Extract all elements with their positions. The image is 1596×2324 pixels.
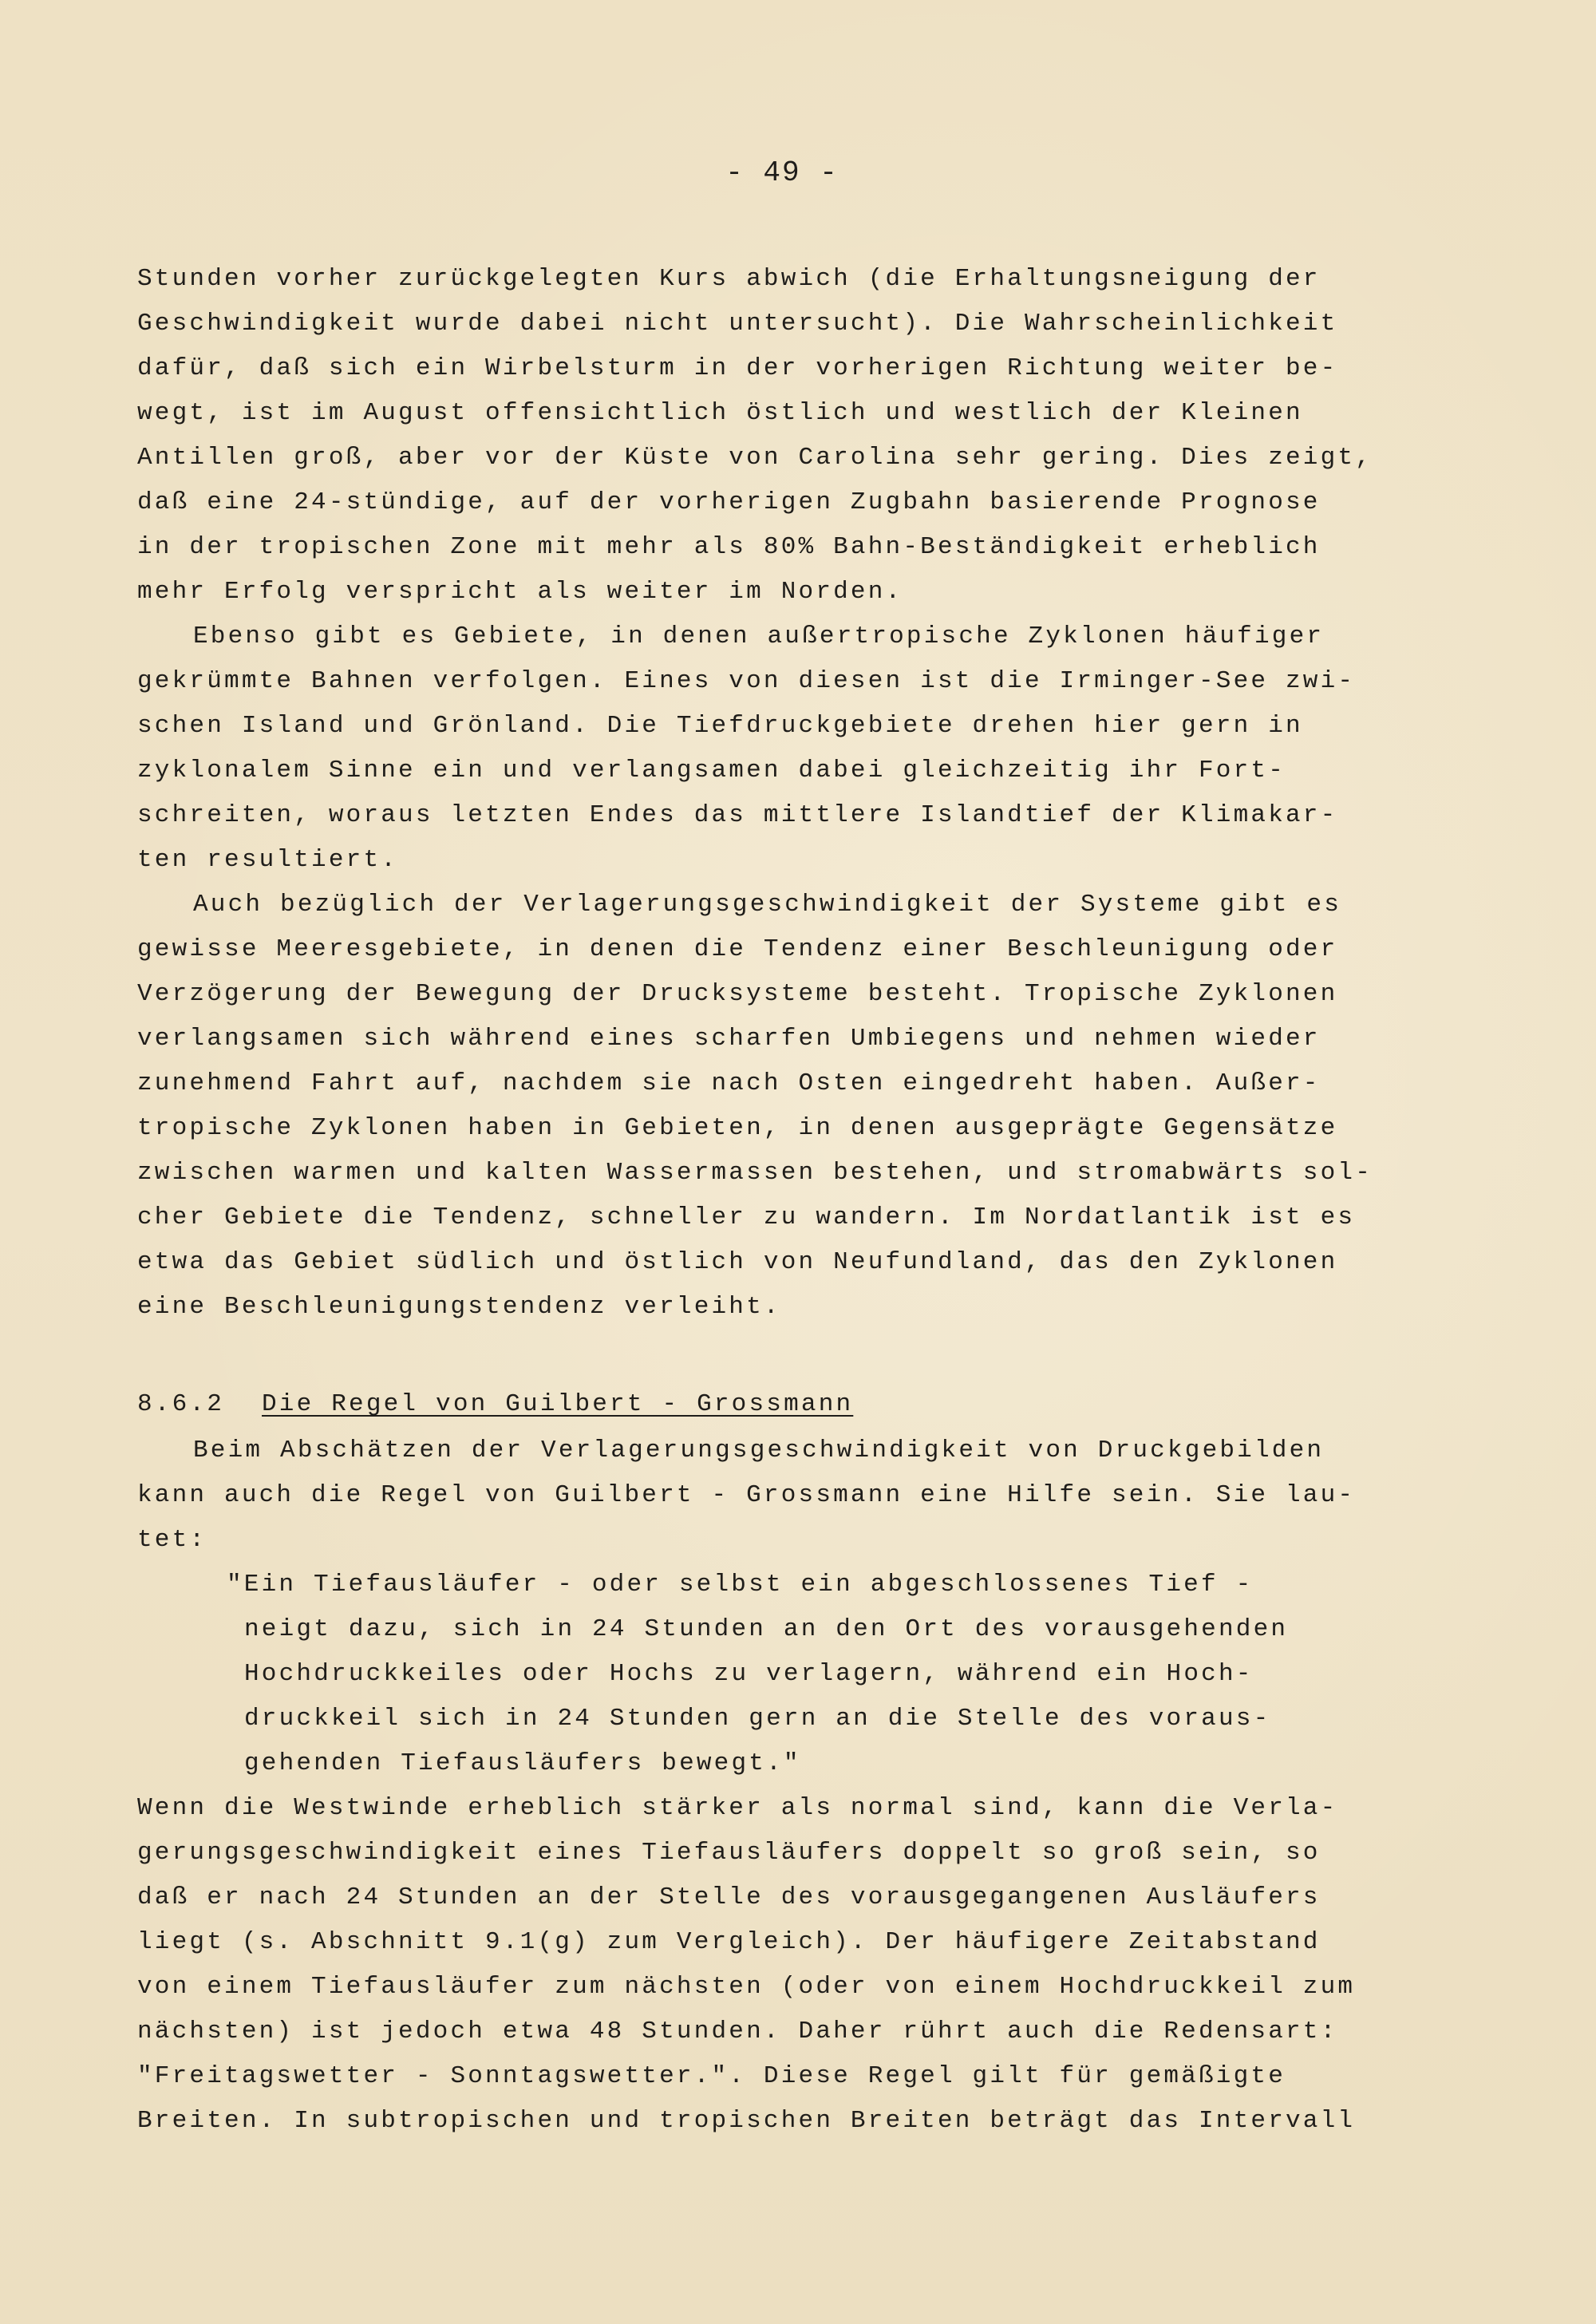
text-line: etwa das Gebiet südlich und östlich von Neufundland, das den Zyklonen (137, 1248, 1338, 1276)
text-line: von einem Tiefausläufer zum nächsten (oder von einem Hochdruckkeil zum (137, 1973, 1356, 2001)
text-line: verlangsamen sich während eines scharfen Umbiegens und nehmen wieder (137, 1025, 1321, 1053)
section-number: 8.6.2 (137, 1390, 225, 1418)
text-line: mehr Erfolg verspricht als weiter im Norden. (137, 578, 903, 606)
text-line: Antillen groß, aber vor der Küste von Carolina sehr gering. Dies zeigt, (137, 444, 1373, 472)
text-line: liegt (s. Abschnitt 9.1(g) zum Vergleich). Der häufigere Zeitabstand (137, 1928, 1321, 1956)
quote-line: neigt dazu, sich in 24 Stunden an den Ort des vorausgehenden (244, 1615, 1289, 1643)
text-line: kann auch die Regel von Guilbert - Grossmann eine Hilfe sein. Sie lau- (137, 1481, 1356, 1509)
text-line: dafür, daß sich ein Wirbelsturm in der vorherigen Richtung weiter be- (137, 354, 1338, 382)
text-line: zyklonalem Sinne ein und verlangsamen dabei gleichzeitig ihr Fort- (137, 757, 1286, 785)
text-line: eine Beschleunigungstendenz verleiht. (137, 1293, 781, 1321)
text-line: Beim Abschätzen der Verlagerungsgeschwindigkeit von Druckgebilden (193, 1437, 1325, 1464)
text-line: gekrümmte Bahnen verfolgen. Eines von diesen ist die Irminger-See zwi- (137, 667, 1356, 695)
text-line: schreiten, woraus letzten Endes das mittlere Islandtief der Klimakar- (137, 801, 1338, 829)
text-line: cher Gebiete die Tendenz, schneller zu wandern. Im Nordatlantik ist es (137, 1204, 1356, 1231)
page-number: - 49 - (725, 156, 839, 189)
section-title: Die Regel von Guilbert - Grossmann (262, 1390, 854, 1418)
text-line: schen Island und Grönland. Die Tiefdruckgebiete drehen hier gern in (137, 712, 1303, 740)
text-line: gerungsgeschwindigkeit eines Tiefausläufers doppelt so groß sein, so (137, 1839, 1321, 1867)
text-line: gewisse Meeresgebiete, in denen die Tendenz einer Beschleunigung oder (137, 935, 1338, 963)
text-line: in der tropischen Zone mit mehr als 80% Bahn-Beständigkeit erheblich (137, 533, 1321, 561)
quote-line: Hochdruckkeiles oder Hochs zu verlagern, während ein Hoch- (244, 1660, 1254, 1688)
text-line: Geschwindigkeit wurde dabei nicht untersucht). Die Wahrscheinlichkeit (137, 310, 1338, 338)
text-line: ten resultiert. (137, 846, 399, 874)
text-line: zwischen warmen und kalten Wassermassen bestehen, und stromabwärts sol- (137, 1159, 1373, 1187)
quote-line: druckkeil sich in 24 Stunden gern an die Stelle des voraus- (244, 1705, 1271, 1733)
text-line: Auch bezüglich der Verlagerungsgeschwindigkeit der Systeme gibt es (193, 891, 1341, 919)
text-line: zunehmend Fahrt auf, nachdem sie nach Osten eingedreht haben. Außer- (137, 1069, 1321, 1097)
text-line: tet: (137, 1526, 207, 1554)
text-line: Breiten. In subtropischen und tropischen Breiten beträgt das Intervall (137, 2107, 1356, 2135)
text-line: "Freitagswetter - Sonntagswetter.". Diese Regel gilt für gemäßigte (137, 2062, 1286, 2090)
text-line: daß eine 24-stündige, auf der vorherigen Zugbahn basierende Prognose (137, 488, 1321, 516)
quote-line: "Ein Tiefausläufer - oder selbst ein abgeschlossenes Tief - (227, 1571, 1254, 1599)
text-line: daß er nach 24 Stunden an der Stelle des vorausgegangenen Ausläufers (137, 1883, 1321, 1911)
text-line: nächsten) ist jedoch etwa 48 Stunden. Daher rührt auch die Redensart: (137, 2018, 1338, 2045)
text-line: wegt, ist im August offensichtlich östlich und westlich der Kleinen (137, 399, 1303, 427)
text-line: Wenn die Westwinde erheblich stärker als normal sind, kann die Verla- (137, 1794, 1338, 1822)
text-line: Verzögerung der Bewegung der Drucksysteme besteht. Tropische Zyklonen (137, 980, 1338, 1008)
quote-line: gehenden Tiefausläufers bewegt." (244, 1749, 801, 1777)
text-line: Stunden vorher zurückgelegten Kurs abwich (die Erhaltungsneigung der (137, 265, 1321, 293)
text-line: tropische Zyklonen haben in Gebieten, in denen ausgeprägte Gegensätze (137, 1114, 1338, 1142)
text-line: Ebenso gibt es Gebiete, in denen außertropische Zyklonen häufiger (193, 622, 1325, 650)
